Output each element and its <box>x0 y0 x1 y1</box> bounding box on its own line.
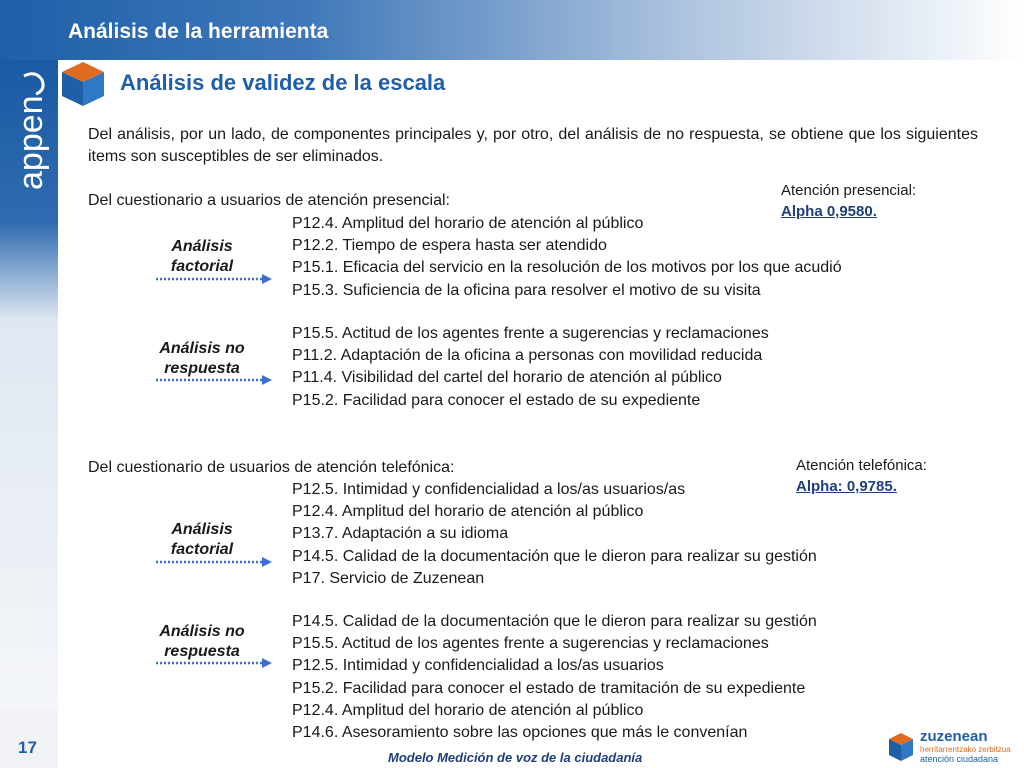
presencial-noresp-label-line2: respuesta <box>164 360 240 377</box>
zuzenean-logo <box>888 728 1018 766</box>
presencial-factorial-arrow <box>156 274 272 284</box>
list-item: P13.7. Adaptación a su idioma <box>292 525 509 543</box>
list-item: P12.4. Amplitud del horario de atención al público <box>292 503 644 521</box>
presencial-noresp-list <box>292 323 769 412</box>
presencial-noresp-label-line1: Análisis no <box>159 340 245 357</box>
intro-paragraph: Del análisis, por un lado, de componentes principales y, por otro, del análisis de no respuesta, se obtiene que los siguientes items son susceptibles de ser eliminados. <box>88 126 978 165</box>
presencial-alpha-value: Alpha 0,9580. <box>781 203 877 220</box>
list-item: P15.5. Actitud de los agentes frente a sugerencias y reclamaciones <box>292 325 769 342</box>
list-item: P12.5. Intimidad y confidencialidad a los/as usuarios <box>292 657 664 675</box>
footer-caption: Modelo Medición de voz de la ciudadanía <box>388 750 643 765</box>
telefonica-noresp-label <box>148 622 256 662</box>
page-number: 17 <box>18 738 37 757</box>
list-item: P15.1. Eficacia del servicio en la resolución de los motivos por los que acudió <box>292 259 842 277</box>
telefonica-noresp-label-line1: Análisis no <box>159 623 245 640</box>
presencial-factorial-label-line1: Análisis <box>171 238 233 255</box>
list-item: P12.4. Amplitud del horario de atención al público <box>292 701 644 719</box>
telefonica-factorial-list <box>292 479 817 590</box>
list-item: P15.3. Suficiencia de la oficina para resolver el motivo de su visita <box>292 281 761 299</box>
presencial-factorial-label <box>152 237 252 277</box>
zuzenean-name: zuzenean <box>920 728 988 745</box>
presencial-noresp-label <box>148 339 256 379</box>
zuzenean-sub-spanish: atención ciudadana <box>920 754 999 764</box>
telefonica-noresp-label-line2: respuesta <box>164 643 240 660</box>
list-item: P11.2. Adaptación de la oficina a personas con movilidad reducida <box>292 347 763 365</box>
list-item: P15.2. Facilidad para conocer el estado de tramitación de su expediente <box>292 679 806 697</box>
presencial-noresp-arrow <box>156 375 272 385</box>
zuzenean-sub-basque: herritarrentzako zerbitzua <box>920 745 1011 754</box>
appen-logo-text: appen <box>12 95 50 190</box>
telefonica-alpha-label: Atención telefónica: <box>796 457 927 474</box>
presencial-alpha-label: Atención presencial: <box>781 182 917 199</box>
telefonica-noresp-list <box>292 611 817 744</box>
appen-logo-swirl <box>24 74 43 94</box>
list-item: P17. Servicio de Zuzenean <box>292 569 485 587</box>
telefonica-factorial-label-line2: factorial <box>170 541 234 558</box>
telefonica-factorial-label <box>152 520 252 560</box>
telefonica-heading: Del cuestionario de usuarios de atención telefónica: <box>88 459 455 476</box>
appen-logo <box>2 68 56 198</box>
section-title: Análisis de validez de la escala <box>120 70 446 95</box>
presencial-heading: Del cuestionario a usuarios de atención presencial: <box>88 192 450 209</box>
list-item: P12.5. Intimidad y confidencialidad a los/as usuarios/as <box>292 481 686 498</box>
list-item: P12.2. Tiempo de espera hasta ser atendido <box>292 237 607 255</box>
presencial-factorial-label-line2: factorial <box>170 258 234 275</box>
list-item: P14.5. Calidad de la documentación que le dieron para realizar su gestión <box>292 547 817 565</box>
header-title: Análisis de la herramienta <box>68 20 329 43</box>
telefonica-factorial-label-line1: Análisis <box>171 521 233 538</box>
list-item: P11.4. Visibilidad del cartel del horario de atención al público <box>292 369 722 387</box>
presencial-factorial-list <box>292 213 842 302</box>
list-item: P12.4. Amplitud del horario de atención al público <box>292 215 644 232</box>
cube-icon <box>60 60 106 108</box>
list-item: P15.5. Actitud de los agentes frente a sugerencias y reclamaciones <box>292 635 769 653</box>
list-item: P14.6. Asesoramiento sobre las opciones que más le convenían <box>292 724 748 742</box>
telefonica-factorial-arrow <box>156 557 272 567</box>
telefonica-alpha-value: Alpha: 0,9785. <box>796 478 897 495</box>
telefonica-noresp-arrow <box>156 658 272 668</box>
list-item: P15.2. Facilidad para conocer el estado de su expediente <box>292 391 701 409</box>
zuzenean-cube-icon <box>888 732 914 762</box>
list-item: P14.5. Calidad de la documentación que le dieron para realizar su gestión <box>292 613 817 630</box>
